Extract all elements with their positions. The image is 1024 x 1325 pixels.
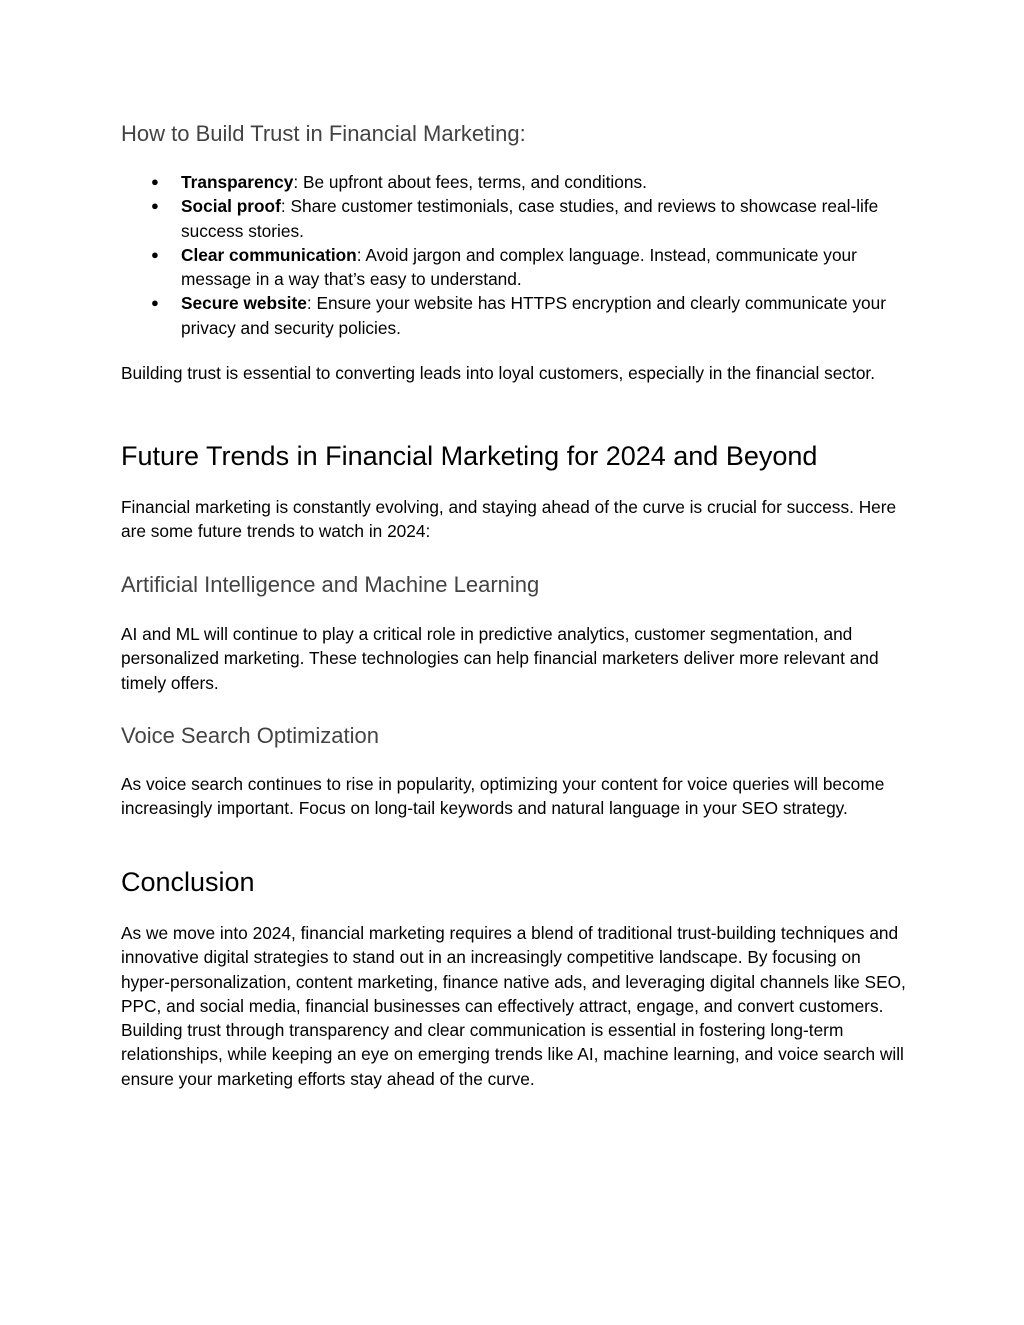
voice-paragraph: As voice search continues to rise in popularity, optimizing your content for voice queries will become increasingly important. Focus on long-tail keywords and natural language in your SEO strategy.	[121, 774, 885, 819]
list-item	[121, 194, 911, 243]
list-item-term: Social proof	[181, 196, 281, 217]
trust-heading: How to Build Trust in Financial Marketing:	[121, 121, 526, 146]
bullet-icon: ●	[151, 198, 159, 214]
list-item-term: Transparency	[181, 172, 294, 192]
list-item-term: Clear communication	[181, 244, 357, 265]
trust-list	[121, 170, 911, 340]
conclusion-heading: Conclusion	[121, 867, 255, 897]
list-item-term: Secure website	[181, 293, 307, 314]
conclusion-paragraph: As we move into 2024, financial marketing requires a blend of traditional trust-building techniques and innovative digital strategies to stand out in an increasingly competitive landscape. By focusing on hyper-personalization, content marketing, finance native ads, and leveraging digital channels like SEO, PPC, and social media, financial businesses can effectively attract, engage, and convert customers. Building trust through transparency and clear communication is essential in fostering long-term relationships, while keeping an eye on emerging trends like AI, machine learning, and voice search will ensure your marketing efforts stay ahead of the curve.	[121, 923, 906, 1089]
list-item	[121, 243, 911, 292]
list-item-text: : Be upfront about fees, terms, and conditions.	[293, 172, 647, 192]
ai-subheading: Artificial Intelligence and Machine Learning	[121, 572, 540, 597]
trust-closing-paragraph: Building trust is essential to converting leads into loyal customers, especially in the financial sector.	[121, 363, 876, 383]
list-item-text: : Avoid jargon and complex language. Instead, communicate your message in a way that’s easy to understand.	[181, 244, 857, 290]
bullet-icon: ●	[151, 246, 159, 262]
list-item	[121, 170, 911, 194]
list-item-text: : Ensure your website has HTTPS encryption and clearly communicate your privacy and security policies.	[181, 293, 887, 338]
list-item	[121, 291, 911, 340]
bullet-icon: ●	[151, 295, 159, 311]
voice-subheading: Voice Search Optimization	[121, 723, 380, 748]
list-item-text: : Share customer testimonials, case studies, and reviews to showcase real-life success stories.	[181, 196, 879, 241]
trends-heading: Future Trends in Financial Marketing for 2024 and Beyond	[121, 441, 818, 471]
ai-paragraph: AI and ML will continue to play a critical role in predictive analytics, customer segmentation, and personalized marketing. These technologies can help financial marketers deliver more relevant and timely offers.	[121, 624, 879, 693]
trends-intro-paragraph: Financial marketing is constantly evolving, and staying ahead of the curve is crucial for success. Here are some future trends to watch in 2024:	[121, 497, 897, 542]
bullet-icon: ●	[151, 174, 159, 189]
